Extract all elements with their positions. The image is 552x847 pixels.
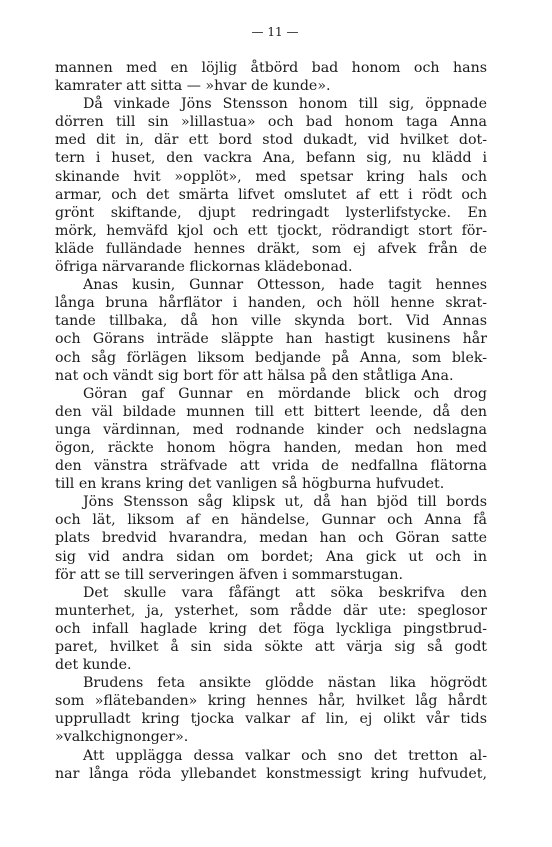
text-line: öfriga närvarande flickornas klädebonad.	[55, 259, 353, 276]
text-line: dörren till sin »lillastua» och bad honom taga Anna	[55, 114, 487, 131]
body-text	[55, 59, 487, 783]
text-line: tande tillbaka, då hon ville skynda bort. Vid Annas	[55, 313, 487, 330]
text-line: till en krans kring det vanligen så högburna hufvudet.	[55, 476, 445, 493]
text-line: för att se till serveringen äfven i sommarstugan.	[55, 566, 404, 583]
text-line: mörk, hemväfd kjol och ett tjockt, rödrandigt stort för-	[55, 222, 487, 239]
text-line: »valkchignonger».	[55, 729, 189, 746]
text-line: Jöns Stensson såg klipsk ut, då han bjöd till bords	[83, 494, 487, 511]
text-line: som »flätebanden» kring hennes hår, hvilket låg hårdt	[55, 693, 487, 710]
text-line: plats bredvid hvarandra, medan han och Göran satte	[55, 530, 487, 547]
text-line: Då vinkade Jöns Stensson honom till sig, öppnade	[83, 96, 487, 113]
text-line: långa bruna hårflätor i handen, och höll henne skrat-	[55, 295, 487, 312]
text-line: nat och vändt sig bort för att hälsa på den ståtliga Ana.	[55, 367, 454, 384]
text-line: paret, hvilket å sin sida sökte att värja sig så godt	[55, 639, 487, 655]
text-line: Att upplägga dessa valkar och sno det tretton al-	[83, 747, 487, 764]
text-line: armar, och det smärta lifvet omslutet af ett i rödt och	[55, 186, 487, 203]
text-line: sig vid andra sidan om bordet; Ana gick ut och in	[55, 548, 487, 565]
text-line: nar långa röda yllebandet konstmessigt kring hufvudet,	[55, 765, 487, 782]
text-line: kläde fulländade hennes dräkt, som ej afvek från de	[55, 240, 487, 257]
text-line: unga värdinnan, med rodnande kinder och nedslagna	[55, 421, 487, 438]
text-line: och såg förlägen liksom bedjande på Anna, som blek-	[55, 349, 487, 366]
text-line: ögon, räckte honom högra handen, medan hon med	[55, 439, 487, 456]
text-line: munterhet, ja, ysterhet, som rådde där ute: speglosor	[55, 602, 487, 619]
text-line: den vänstra sträfvade att vrida de nedfallna flätorna	[55, 458, 487, 475]
text-line: och lät, liksom af en händelse, Gunnar och Anna få	[55, 512, 487, 529]
text-line: med dit in, där ett bord stod dukadt, vid hvilket dot-	[55, 132, 487, 149]
page-number: — 11 —	[251, 25, 299, 39]
text-line: upprulladt kring tjocka valkar af lin, ej olikt vår tids	[55, 711, 487, 728]
text-line: grönt skiftande, djupt redringadt lysterlifstycke. En	[55, 204, 487, 221]
text-line: och Görans inträde släppte han hastigt kusinens hår	[55, 331, 487, 348]
text-line: Göran gaf Gunnar en mördande blick och drog	[83, 385, 487, 402]
text-line: kamrater att sitta — »hvar de kunde».	[55, 78, 331, 95]
text-line: Anas kusin, Gunnar Ottesson, hade tagit hennes	[83, 277, 487, 294]
book-page	[55, 24, 487, 783]
text-line: den väl bildade munnen till ett bittert leende, då den	[55, 403, 487, 420]
text-line: skinande hvit »opplöt», med spetsar kring hals och	[55, 168, 487, 185]
text-line: Det skulle vara fåfängt att söka beskrifva den	[83, 584, 487, 601]
text-line: mannen med en löjlig åtbörd bad honom och hans	[55, 60, 487, 76]
text-line: tern i huset, den vackra Ana, befann sig, nu klädd i	[55, 150, 487, 167]
text-line: det kunde.	[55, 657, 132, 674]
text-line: Brudens feta ansikte glödde nästan lika högrödt	[83, 675, 487, 692]
text-line: och infall haglade kring det föga lyckliga pingstbrud-	[55, 620, 487, 637]
